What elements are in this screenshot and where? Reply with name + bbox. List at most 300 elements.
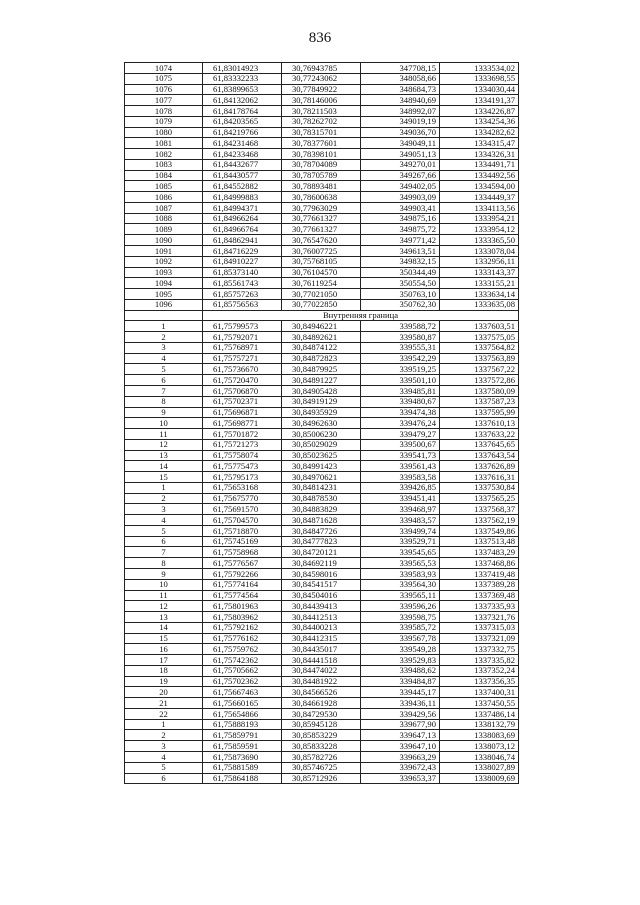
latitude-cell: 61,75792071 bbox=[203, 332, 282, 343]
table-row bbox=[125, 278, 519, 289]
y-coordinate-cell: 1338132,79 bbox=[440, 719, 519, 730]
point-number-cell: 1086 bbox=[125, 192, 203, 203]
latitude-cell: 61,75795173 bbox=[203, 472, 282, 483]
x-coordinate-cell: 349875,72 bbox=[361, 224, 440, 235]
x-coordinate-cell: 339561,43 bbox=[361, 461, 440, 472]
longitude-cell: 30,75768105 bbox=[282, 256, 361, 267]
y-coordinate-cell: 1337369,48 bbox=[440, 590, 519, 601]
table-row bbox=[125, 407, 519, 418]
latitude-cell: 61,75792162 bbox=[203, 622, 282, 633]
table-row bbox=[125, 256, 519, 267]
section-title-row bbox=[125, 310, 519, 321]
y-coordinate-cell: 1333078,04 bbox=[440, 246, 519, 257]
latitude-cell: 61,75654866 bbox=[203, 708, 282, 719]
y-coordinate-cell: 1337564,82 bbox=[440, 342, 519, 353]
longitude-cell: 30,77021050 bbox=[282, 289, 361, 300]
table-row bbox=[125, 687, 519, 698]
table-row bbox=[125, 202, 519, 213]
longitude-cell: 30,76943785 bbox=[282, 63, 361, 74]
point-number-cell: 1 bbox=[125, 482, 203, 493]
point-number-cell: 1093 bbox=[125, 267, 203, 278]
latitude-cell: 61,75768971 bbox=[203, 342, 282, 353]
longitude-cell: 30,84892621 bbox=[282, 332, 361, 343]
y-coordinate-cell: 1334315,47 bbox=[440, 138, 519, 149]
point-number-cell: 22 bbox=[125, 708, 203, 719]
latitude-cell: 61,85373140 bbox=[203, 267, 282, 278]
table-row bbox=[125, 601, 519, 612]
x-coordinate-cell: 339485,81 bbox=[361, 385, 440, 396]
table-row bbox=[125, 267, 519, 278]
x-coordinate-cell: 339529,71 bbox=[361, 536, 440, 547]
longitude-cell: 30,77022850 bbox=[282, 299, 361, 310]
latitude-cell: 61,84910227 bbox=[203, 256, 282, 267]
latitude-cell: 61,84203565 bbox=[203, 116, 282, 127]
table-row bbox=[125, 321, 519, 332]
table-row bbox=[125, 375, 519, 386]
y-coordinate-cell: 1337419,48 bbox=[440, 568, 519, 579]
point-number-cell: 4 bbox=[125, 515, 203, 526]
point-number-cell: 1095 bbox=[125, 289, 203, 300]
latitude-cell: 61,85561743 bbox=[203, 278, 282, 289]
x-coordinate-cell: 339529,83 bbox=[361, 655, 440, 666]
latitude-cell: 61,84999883 bbox=[203, 192, 282, 203]
table-row bbox=[125, 644, 519, 655]
y-coordinate-cell: 1338046,74 bbox=[440, 752, 519, 763]
y-coordinate-cell: 1337565,25 bbox=[440, 493, 519, 504]
y-coordinate-cell: 1334449,37 bbox=[440, 192, 519, 203]
latitude-cell: 61,75696871 bbox=[203, 407, 282, 418]
y-coordinate-cell: 1337572,86 bbox=[440, 375, 519, 386]
table-row bbox=[125, 149, 519, 160]
longitude-cell: 30,77661327 bbox=[282, 213, 361, 224]
longitude-cell: 30,78893481 bbox=[282, 181, 361, 192]
point-number-cell: 21 bbox=[125, 698, 203, 709]
latitude-cell: 61,84432677 bbox=[203, 159, 282, 170]
x-coordinate-cell: 349049,11 bbox=[361, 138, 440, 149]
table-row bbox=[125, 504, 519, 515]
longitude-cell: 30,84598016 bbox=[282, 568, 361, 579]
y-coordinate-cell: 1337332,75 bbox=[440, 644, 519, 655]
latitude-cell: 61,75720470 bbox=[203, 375, 282, 386]
point-number-cell: 1088 bbox=[125, 213, 203, 224]
latitude-cell: 61,75691570 bbox=[203, 504, 282, 515]
x-coordinate-cell: 339598,75 bbox=[361, 612, 440, 623]
y-coordinate-cell: 1337563,89 bbox=[440, 353, 519, 364]
longitude-cell: 30,76007725 bbox=[282, 246, 361, 257]
table-row bbox=[125, 73, 519, 84]
longitude-cell: 30,84541517 bbox=[282, 579, 361, 590]
table-row bbox=[125, 385, 519, 396]
point-number-cell: 1089 bbox=[125, 224, 203, 235]
table-row bbox=[125, 536, 519, 547]
y-coordinate-cell: 1337562,19 bbox=[440, 515, 519, 526]
y-coordinate-cell: 1334326,31 bbox=[440, 149, 519, 160]
latitude-cell: 61,75873690 bbox=[203, 752, 282, 763]
latitude-cell: 61,75742362 bbox=[203, 655, 282, 666]
point-number-cell: 1077 bbox=[125, 95, 203, 106]
longitude-cell: 30,84412315 bbox=[282, 633, 361, 644]
point-number-cell: 10 bbox=[125, 418, 203, 429]
x-coordinate-cell: 349613,51 bbox=[361, 246, 440, 257]
y-coordinate-cell: 1333954,21 bbox=[440, 213, 519, 224]
table-row bbox=[125, 439, 519, 450]
y-coordinate-cell: 1337321,76 bbox=[440, 612, 519, 623]
y-coordinate-cell: 1333634,14 bbox=[440, 289, 519, 300]
longitude-cell: 30,78705789 bbox=[282, 170, 361, 181]
x-coordinate-cell: 350554,50 bbox=[361, 278, 440, 289]
longitude-cell: 30,84481922 bbox=[282, 676, 361, 687]
point-number-cell: 1076 bbox=[125, 84, 203, 95]
longitude-cell: 30,85833228 bbox=[282, 741, 361, 752]
longitude-cell: 30,84891227 bbox=[282, 375, 361, 386]
section-title: Внутренняя граница bbox=[203, 310, 519, 321]
x-coordinate-cell: 339426,85 bbox=[361, 482, 440, 493]
longitude-cell: 30,84692119 bbox=[282, 558, 361, 569]
x-coordinate-cell: 339468,97 bbox=[361, 504, 440, 515]
x-coordinate-cell: 339476,24 bbox=[361, 418, 440, 429]
x-coordinate-cell: 339672,43 bbox=[361, 762, 440, 773]
longitude-cell: 30,85712926 bbox=[282, 773, 361, 784]
table-row bbox=[125, 472, 519, 483]
latitude-cell: 61,75704570 bbox=[203, 515, 282, 526]
longitude-cell: 30,76547620 bbox=[282, 235, 361, 246]
table-row bbox=[125, 224, 519, 235]
table-row bbox=[125, 547, 519, 558]
page-number: 836 bbox=[308, 30, 332, 46]
point-number-cell: 10 bbox=[125, 579, 203, 590]
table-row bbox=[125, 429, 519, 440]
point-number-cell: 14 bbox=[125, 461, 203, 472]
latitude-cell: 61,75660165 bbox=[203, 698, 282, 709]
table-row bbox=[125, 342, 519, 353]
x-coordinate-cell: 339436,11 bbox=[361, 698, 440, 709]
latitude-cell: 61,75799573 bbox=[203, 321, 282, 332]
latitude-cell: 61,83332233 bbox=[203, 73, 282, 84]
y-coordinate-cell: 1337321,09 bbox=[440, 633, 519, 644]
x-coordinate-cell: 350344,49 bbox=[361, 267, 440, 278]
y-coordinate-cell: 1337568,37 bbox=[440, 504, 519, 515]
point-number-cell: 11 bbox=[125, 590, 203, 601]
latitude-cell: 61,75776162 bbox=[203, 633, 282, 644]
table-row bbox=[125, 213, 519, 224]
x-coordinate-cell: 339583,93 bbox=[361, 568, 440, 579]
x-coordinate-cell: 339549,28 bbox=[361, 644, 440, 655]
longitude-cell: 30,85006230 bbox=[282, 429, 361, 440]
point-number-cell: 4 bbox=[125, 353, 203, 364]
x-coordinate-cell: 339555,31 bbox=[361, 342, 440, 353]
y-coordinate-cell: 1337356,35 bbox=[440, 676, 519, 687]
longitude-cell: 30,78262702 bbox=[282, 116, 361, 127]
point-number-cell: 14 bbox=[125, 622, 203, 633]
table-row bbox=[125, 773, 519, 784]
table-row bbox=[125, 181, 519, 192]
y-coordinate-cell: 1337483,29 bbox=[440, 547, 519, 558]
y-coordinate-cell: 1337580,09 bbox=[440, 385, 519, 396]
point-number-cell: 1075 bbox=[125, 73, 203, 84]
y-coordinate-cell: 1337486,14 bbox=[440, 708, 519, 719]
table-row bbox=[125, 762, 519, 773]
x-coordinate-cell: 349832,15 bbox=[361, 256, 440, 267]
y-coordinate-cell: 1333155,21 bbox=[440, 278, 519, 289]
point-number-cell: 5 bbox=[125, 762, 203, 773]
x-coordinate-cell: 339484,87 bbox=[361, 676, 440, 687]
longitude-cell: 30,85853229 bbox=[282, 730, 361, 741]
point-number-cell: 1079 bbox=[125, 116, 203, 127]
latitude-cell: 61,75736670 bbox=[203, 364, 282, 375]
y-coordinate-cell: 1337610,13 bbox=[440, 418, 519, 429]
table-row bbox=[125, 622, 519, 633]
table-row bbox=[125, 730, 519, 741]
latitude-cell: 61,84994371 bbox=[203, 202, 282, 213]
x-coordinate-cell: 349771,42 bbox=[361, 235, 440, 246]
y-coordinate-cell: 1337633,22 bbox=[440, 429, 519, 440]
y-coordinate-cell: 1337335,93 bbox=[440, 601, 519, 612]
x-coordinate-cell: 349903,41 bbox=[361, 202, 440, 213]
x-coordinate-cell: 339429,56 bbox=[361, 708, 440, 719]
point-number-cell: 6 bbox=[125, 536, 203, 547]
x-coordinate-cell: 339483,57 bbox=[361, 515, 440, 526]
longitude-cell: 30,84878530 bbox=[282, 493, 361, 504]
latitude-cell: 61,84966264 bbox=[203, 213, 282, 224]
point-number-cell: 11 bbox=[125, 429, 203, 440]
section-header bbox=[125, 310, 519, 321]
point-number-cell: 13 bbox=[125, 450, 203, 461]
latitude-cell: 61,75718870 bbox=[203, 525, 282, 536]
longitude-cell: 30,78398101 bbox=[282, 149, 361, 160]
x-coordinate-cell: 339596,26 bbox=[361, 601, 440, 612]
y-coordinate-cell: 1333534,02 bbox=[440, 63, 519, 74]
latitude-cell: 61,75675770 bbox=[203, 493, 282, 504]
latitude-cell: 61,75667463 bbox=[203, 687, 282, 698]
longitude-cell: 30,78146006 bbox=[282, 95, 361, 106]
x-coordinate-cell: 339565,11 bbox=[361, 590, 440, 601]
point-number-cell: 1094 bbox=[125, 278, 203, 289]
table-row bbox=[125, 235, 519, 246]
table-row bbox=[125, 590, 519, 601]
x-coordinate-cell: 349875,16 bbox=[361, 213, 440, 224]
y-coordinate-cell: 1333954,12 bbox=[440, 224, 519, 235]
y-coordinate-cell: 1333143,37 bbox=[440, 267, 519, 278]
latitude-cell: 61,75702371 bbox=[203, 396, 282, 407]
longitude-cell: 30,85023625 bbox=[282, 450, 361, 461]
longitude-cell: 30,76119254 bbox=[282, 278, 361, 289]
table-row bbox=[125, 246, 519, 257]
longitude-cell: 30,84441518 bbox=[282, 655, 361, 666]
x-coordinate-cell: 350762,30 bbox=[361, 299, 440, 310]
inner-boundary-rows bbox=[125, 321, 519, 784]
table-row bbox=[125, 708, 519, 719]
longitude-cell: 30,84439413 bbox=[282, 601, 361, 612]
y-coordinate-cell: 1337450,55 bbox=[440, 698, 519, 709]
longitude-cell: 30,76104570 bbox=[282, 267, 361, 278]
point-number-cell: 2 bbox=[125, 730, 203, 741]
y-coordinate-cell: 1334594,00 bbox=[440, 181, 519, 192]
y-coordinate-cell: 1333365,50 bbox=[440, 235, 519, 246]
longitude-cell: 30,85945128 bbox=[282, 719, 361, 730]
point-number-cell: 2 bbox=[125, 493, 203, 504]
point-number-cell: 1081 bbox=[125, 138, 203, 149]
latitude-cell: 61,75776567 bbox=[203, 558, 282, 569]
table-row bbox=[125, 418, 519, 429]
x-coordinate-cell: 339479,27 bbox=[361, 429, 440, 440]
y-coordinate-cell: 1334492,56 bbox=[440, 170, 519, 181]
point-number-cell: 1083 bbox=[125, 159, 203, 170]
x-coordinate-cell: 339583,58 bbox=[361, 472, 440, 483]
table-row bbox=[125, 396, 519, 407]
latitude-cell: 61,85757263 bbox=[203, 289, 282, 300]
y-coordinate-cell: 1337587,23 bbox=[440, 396, 519, 407]
longitude-cell: 30,84504016 bbox=[282, 590, 361, 601]
y-coordinate-cell: 1337335,82 bbox=[440, 655, 519, 666]
table-row bbox=[125, 116, 519, 127]
point-number-cell: 12 bbox=[125, 439, 203, 450]
longitude-cell: 30,84400213 bbox=[282, 622, 361, 633]
longitude-cell: 30,78315701 bbox=[282, 127, 361, 138]
table-row bbox=[125, 633, 519, 644]
y-coordinate-cell: 1333635,08 bbox=[440, 299, 519, 310]
x-coordinate-cell: 349051,13 bbox=[361, 149, 440, 160]
x-coordinate-cell: 339545,65 bbox=[361, 547, 440, 558]
table-row bbox=[125, 289, 519, 300]
point-number-cell: 20 bbox=[125, 687, 203, 698]
y-coordinate-cell: 1337645,65 bbox=[440, 439, 519, 450]
latitude-cell: 61,84219766 bbox=[203, 127, 282, 138]
longitude-cell: 30,84946221 bbox=[282, 321, 361, 332]
latitude-cell: 61,75774564 bbox=[203, 590, 282, 601]
point-number-cell: 6 bbox=[125, 773, 203, 784]
latitude-cell: 61,75706870 bbox=[203, 385, 282, 396]
y-coordinate-cell: 1334191,37 bbox=[440, 95, 519, 106]
x-coordinate-cell: 350763,10 bbox=[361, 289, 440, 300]
x-coordinate-cell: 349903,09 bbox=[361, 192, 440, 203]
point-number-cell: 9 bbox=[125, 407, 203, 418]
latitude-cell: 61,75758074 bbox=[203, 450, 282, 461]
table-row bbox=[125, 95, 519, 106]
coordinates-table bbox=[124, 62, 519, 784]
longitude-cell: 30,85746725 bbox=[282, 762, 361, 773]
latitude-cell: 61,84966764 bbox=[203, 224, 282, 235]
table-row bbox=[125, 106, 519, 117]
table-row bbox=[125, 719, 519, 730]
latitude-cell: 61,84132062 bbox=[203, 95, 282, 106]
latitude-cell: 61,85756563 bbox=[203, 299, 282, 310]
x-coordinate-cell: 349036,70 bbox=[361, 127, 440, 138]
point-number-cell: 1084 bbox=[125, 170, 203, 181]
latitude-cell: 61,75758968 bbox=[203, 547, 282, 558]
latitude-cell: 61,75757271 bbox=[203, 353, 282, 364]
longitude-cell: 30,84879925 bbox=[282, 364, 361, 375]
point-number-cell: 1085 bbox=[125, 181, 203, 192]
table-row bbox=[125, 450, 519, 461]
table-row bbox=[125, 698, 519, 709]
longitude-cell: 30,84435017 bbox=[282, 644, 361, 655]
x-coordinate-cell: 339488,62 bbox=[361, 665, 440, 676]
longitude-cell: 30,84905428 bbox=[282, 385, 361, 396]
x-coordinate-cell: 339474,38 bbox=[361, 407, 440, 418]
y-coordinate-cell: 1337513,48 bbox=[440, 536, 519, 547]
x-coordinate-cell: 339480,67 bbox=[361, 396, 440, 407]
latitude-cell: 61,75801963 bbox=[203, 601, 282, 612]
y-coordinate-cell: 1338083,69 bbox=[440, 730, 519, 741]
y-coordinate-cell: 1332956,11 bbox=[440, 256, 519, 267]
point-number-cell: 9 bbox=[125, 568, 203, 579]
point-number-cell: 3 bbox=[125, 504, 203, 515]
table-row bbox=[125, 741, 519, 752]
table-row bbox=[125, 138, 519, 149]
latitude-cell: 61,84233468 bbox=[203, 149, 282, 160]
table-row bbox=[125, 170, 519, 181]
y-coordinate-cell: 1338009,69 bbox=[440, 773, 519, 784]
table-row bbox=[125, 568, 519, 579]
point-number-cell: 4 bbox=[125, 752, 203, 763]
x-coordinate-cell: 339653,37 bbox=[361, 773, 440, 784]
latitude-cell: 61,84552882 bbox=[203, 181, 282, 192]
table-row bbox=[125, 665, 519, 676]
x-coordinate-cell: 339541,73 bbox=[361, 450, 440, 461]
latitude-cell: 61,75702362 bbox=[203, 676, 282, 687]
point-number-cell: 1090 bbox=[125, 235, 203, 246]
longitude-cell: 30,84962630 bbox=[282, 418, 361, 429]
point-number-cell: 1096 bbox=[125, 299, 203, 310]
latitude-cell: 61,84178764 bbox=[203, 106, 282, 117]
y-coordinate-cell: 1337643,54 bbox=[440, 450, 519, 461]
longitude-cell: 30,84777823 bbox=[282, 536, 361, 547]
point-number-cell: 15 bbox=[125, 633, 203, 644]
longitude-cell: 30,84935929 bbox=[282, 407, 361, 418]
longitude-cell: 30,78377601 bbox=[282, 138, 361, 149]
point-number-cell: 17 bbox=[125, 655, 203, 666]
x-coordinate-cell: 339565,53 bbox=[361, 558, 440, 569]
y-coordinate-cell: 1337626,89 bbox=[440, 461, 519, 472]
y-coordinate-cell: 1334030,44 bbox=[440, 84, 519, 95]
table-row bbox=[125, 676, 519, 687]
longitude-cell: 30,85029029 bbox=[282, 439, 361, 450]
y-coordinate-cell: 1334113,56 bbox=[440, 202, 519, 213]
longitude-cell: 30,78211503 bbox=[282, 106, 361, 117]
point-number-cell: 8 bbox=[125, 558, 203, 569]
longitude-cell: 30,84847726 bbox=[282, 525, 361, 536]
table-row bbox=[125, 332, 519, 343]
point-number-cell: 12 bbox=[125, 601, 203, 612]
y-coordinate-cell: 1337616,31 bbox=[440, 472, 519, 483]
longitude-cell: 30,77963029 bbox=[282, 202, 361, 213]
y-coordinate-cell: 1337595,99 bbox=[440, 407, 519, 418]
y-coordinate-cell: 1337352,24 bbox=[440, 665, 519, 676]
point-number-cell: 1 bbox=[125, 719, 203, 730]
table-row bbox=[125, 127, 519, 138]
latitude-cell: 61,75803962 bbox=[203, 612, 282, 623]
x-coordinate-cell: 339499,74 bbox=[361, 525, 440, 536]
point-number-cell: 1074 bbox=[125, 63, 203, 74]
latitude-cell: 61,75759762 bbox=[203, 644, 282, 655]
x-coordinate-cell: 339519,25 bbox=[361, 364, 440, 375]
y-coordinate-cell: 1334491,71 bbox=[440, 159, 519, 170]
latitude-cell: 61,75721273 bbox=[203, 439, 282, 450]
longitude-cell: 30,84814231 bbox=[282, 482, 361, 493]
y-coordinate-cell: 1334282,62 bbox=[440, 127, 519, 138]
longitude-cell: 30,84661928 bbox=[282, 698, 361, 709]
table-row bbox=[125, 612, 519, 623]
point-number-cell: 7 bbox=[125, 547, 203, 558]
latitude-cell: 61,83899653 bbox=[203, 84, 282, 95]
point-number-cell: 3 bbox=[125, 741, 203, 752]
point-number-cell: 1092 bbox=[125, 256, 203, 267]
point-number-cell: 16 bbox=[125, 644, 203, 655]
table-row bbox=[125, 655, 519, 666]
x-coordinate-cell: 348992,07 bbox=[361, 106, 440, 117]
point-number-cell: 19 bbox=[125, 676, 203, 687]
longitude-cell: 30,84872823 bbox=[282, 353, 361, 364]
